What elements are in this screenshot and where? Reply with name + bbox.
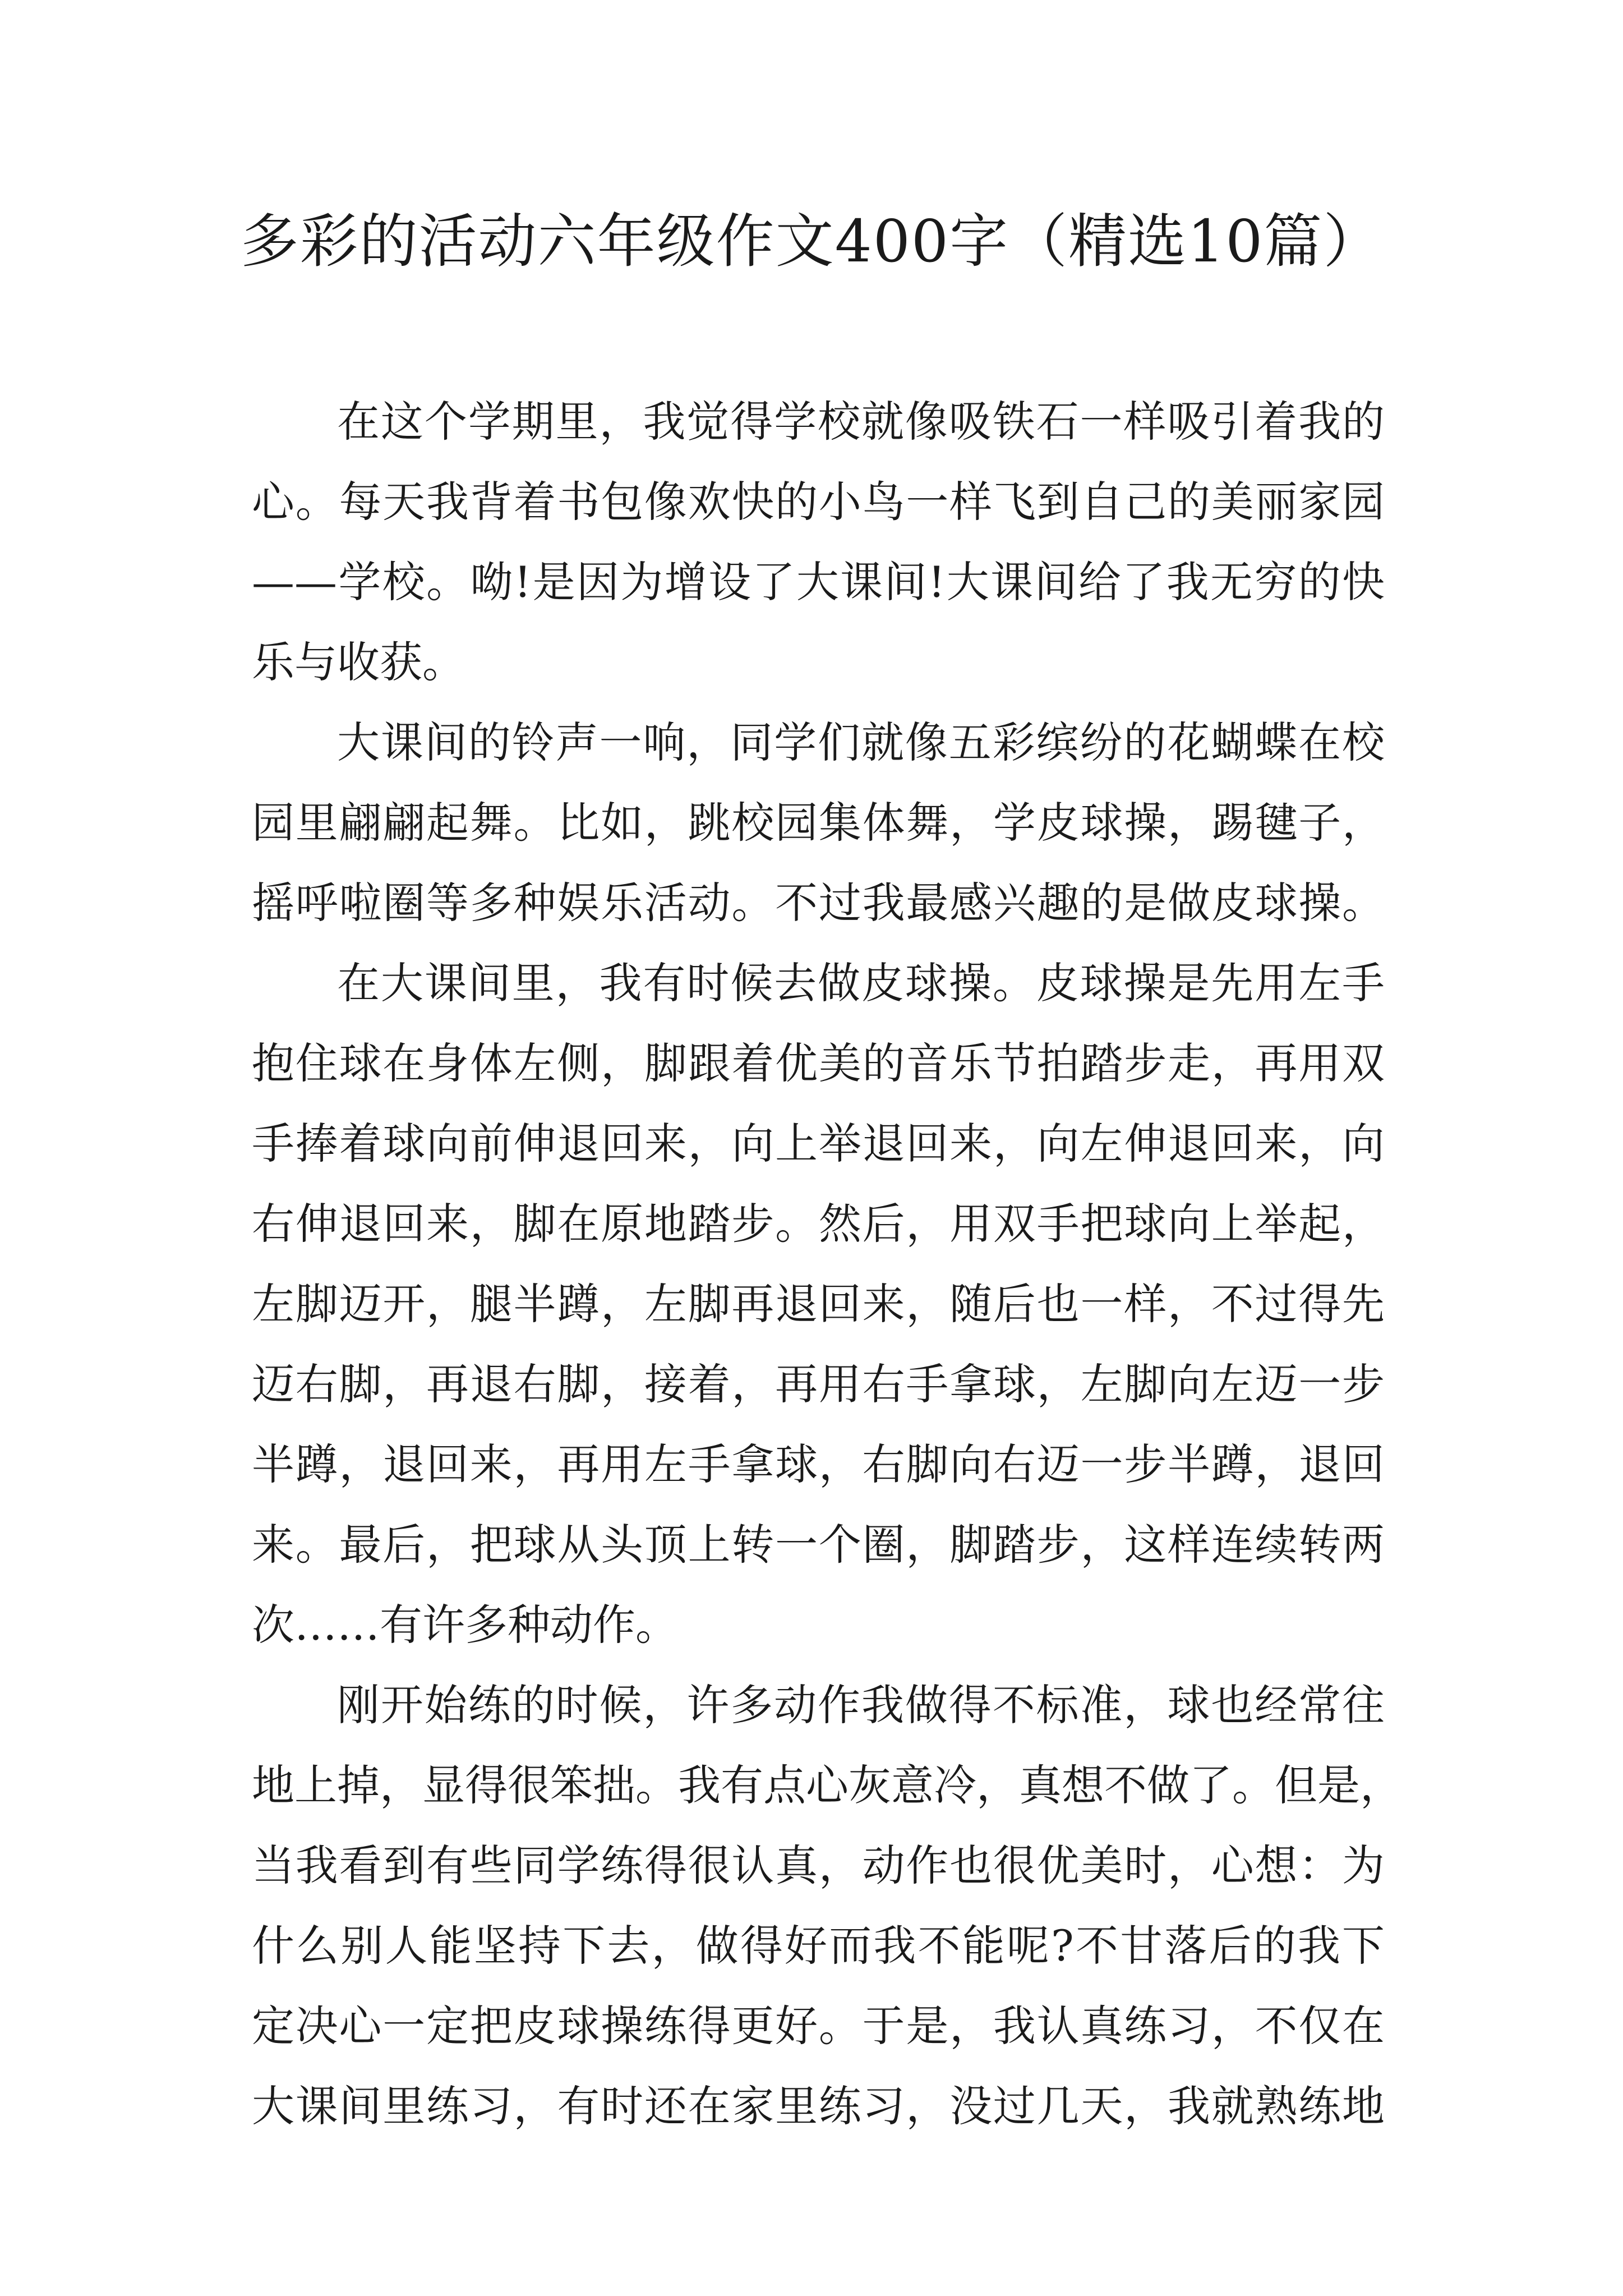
text-line: 在大课间里，我有时候去做皮球操。皮球操是先用左手 (337, 958, 1385, 1008)
text-line: 手捧着球向前伸退回来，向上举退回来，向左伸退回来，向 (252, 1119, 1385, 1168)
text-line: 次……有许多种动作。 (252, 1600, 678, 1650)
text-line: 定决心一定把皮球操练得更好。于是，我认真练习，不仅在 (252, 2001, 1385, 2051)
text-line: 乐与收获。 (252, 637, 465, 687)
text-line: 左脚迈开，腿半蹲，左脚再退回来，随后也一样，不过得先 (252, 1279, 1385, 1329)
text-line: ——学校。呦!是因为增设了大课间!大课间给了我无穷的快 (252, 557, 1385, 607)
essay-body (252, 381, 1403, 2146)
text-line: 当我看到有些同学练得很认真，动作也很优美时，心想：为 (252, 1841, 1385, 1890)
text-line: 刚开始练的时候，许多动作我做得不标准，球也经常往 (337, 1680, 1385, 1730)
text-line: 大课间的铃声一响，同学们就像五彩缤纷的花蝴蝶在校 (337, 717, 1385, 767)
text-line: 在这个学期里，我觉得学校就像吸铁石一样吸引着我的 (337, 397, 1385, 447)
text-line: 地上掉，显得很笨拙。我有点心灰意冷，真想不做了。但是， (252, 1760, 1403, 1810)
text-line: 心。每天我背着书包像欢快的小鸟一样飞到自己的美丽家园 (252, 477, 1385, 527)
text-line: 大课间里练习，有时还在家里练习，没过几天，我就熟练地 (252, 2081, 1385, 2131)
document-title: 多彩的活动六年级作文400字（精选10篇） (240, 207, 1383, 275)
text-line: 摇呼啦圈等多种娱乐活动。不过我最感兴趣的是做皮球操。 (252, 878, 1385, 928)
text-line: 来。最后，把球从头顶上转一个圈，脚踏步，这样连续转两 (252, 1520, 1385, 1570)
text-line: 抱住球在身体左侧，脚跟着优美的音乐节拍踏步走，再用双 (252, 1038, 1385, 1088)
text-line: 什么别人能坚持下去，做得好而我不能呢?不甘落后的我下 (252, 1921, 1385, 1971)
text-line: 园里翩翩起舞。比如，跳校园集体舞，学皮球操，踢毽子， (252, 798, 1385, 848)
text-line: 右伸退回来，脚在原地踏步。然后，用双手把球向上举起， (252, 1199, 1385, 1249)
text-line: 半蹲，退回来，再用左手拿球，右脚向右迈一步半蹲，退回 (252, 1439, 1385, 1489)
text-line: 迈右脚，再退右脚，接着，再用右手拿球，左脚向左迈一步 (252, 1359, 1385, 1409)
